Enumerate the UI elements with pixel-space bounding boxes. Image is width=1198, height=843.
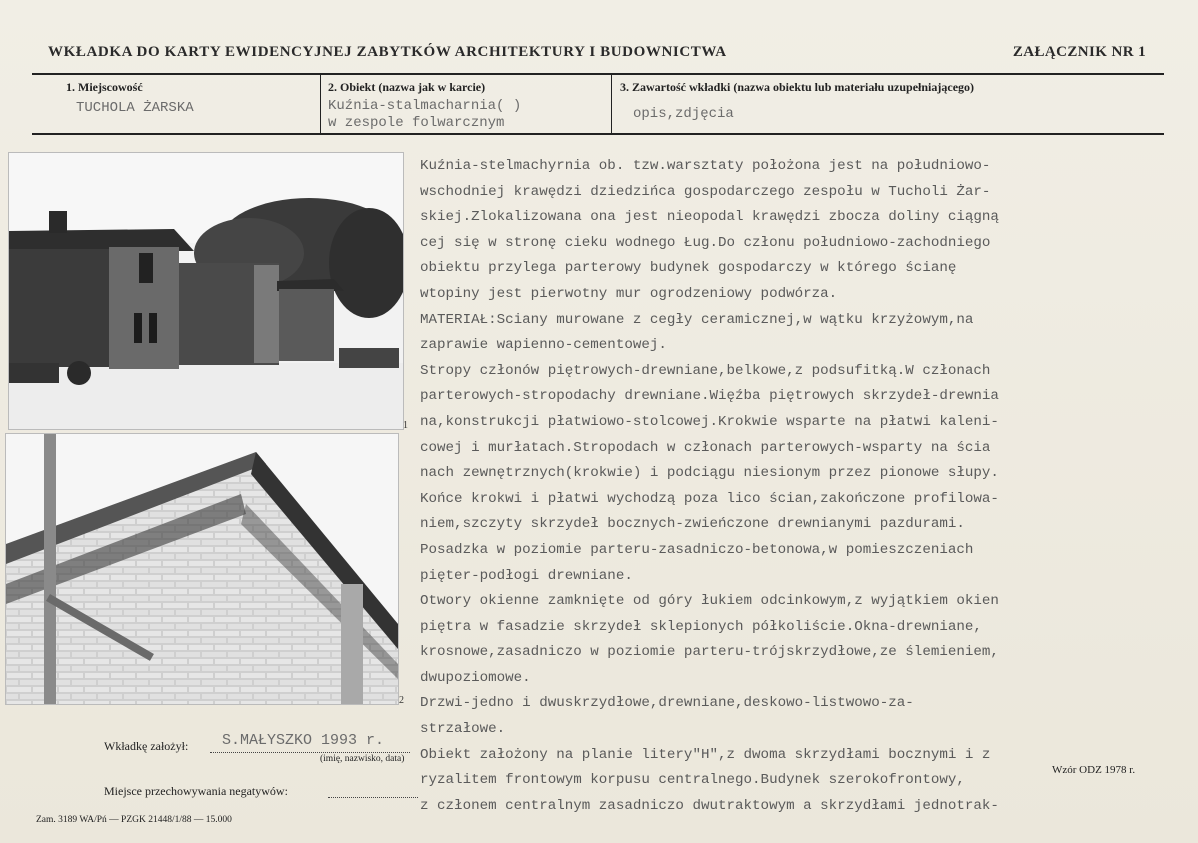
description-line: Otwory okienne zamknięte od góry łukiem odcinkowym,z wyjątkiem okien — [420, 593, 999, 610]
locality-label: 1. Miejscowość — [66, 80, 143, 94]
description-line: wtopiny jest pierwotny mur ogrodzeniowy podwórza. — [420, 285, 838, 302]
content-label: 3. Zawartość wkładki (nazwa obiektu lub materiału uzupełniającego) — [620, 80, 975, 94]
object-value-line1: Kuźnia-stalmacharnia( ) — [328, 98, 522, 114]
description-line: zaprawie wapienno-cementowej. — [420, 337, 667, 354]
description-line: Obiekt założony na planie litery"H",z dwoma skrzydłami bocznymi i z — [420, 746, 991, 763]
description-line: niem,szczyty skrzydeł bocznych-zwieńczone drewnianymi pazdurami. — [420, 516, 965, 533]
bottom-rule — [32, 133, 1164, 135]
annex-number: ZAŁĄCZNIK NR 1 — [1012, 44, 1146, 60]
field-divider-1 — [320, 75, 321, 133]
photo-mark-1: 1 — [403, 420, 408, 431]
farm-buildings-image — [9, 153, 403, 429]
description-line: Posadzka w poziomie parteru-zasadniczo-betonowa,w pomieszczeniach — [420, 541, 974, 558]
object-label: 2. Obiekt (nazwa jak w karcie) — [328, 80, 486, 94]
object-value-line2: w zespole folwarcznym — [328, 115, 505, 131]
description-line: parterowych-stropodachy drewniane.Więźba piętrowych skrzydeł-drewnia — [420, 388, 999, 405]
founder-note: (imię, nazwisko, data) — [320, 754, 405, 764]
description-line: Kuźnia-stelmachyrnia ob. tzw.warsztaty położona jest na południowo- — [420, 158, 991, 174]
card-title: WKŁADKA DO KARTY EWIDENCYJNEJ ZABYTKÓW ARCHITEKTURY I BUDOWNICTWA — [48, 44, 727, 60]
storage-dotted-line — [328, 797, 418, 798]
description-line: skiej.Zlokalizowana ona jest nieopodal krawędzi zbocza doliny ciągną — [420, 209, 999, 226]
photo-brick-cornice — [5, 433, 399, 705]
description-line: dwupoziomowe. — [420, 669, 531, 686]
description-line: pięter-podłogi drewniane. — [420, 567, 633, 584]
description-line: z członem centralnym zasadniczo dwutraktowym a skrzydłami jednotrak- — [420, 797, 999, 814]
description-line: cowej i murłatach.Stropodach w członach parterowych-wsparty na ścia — [420, 439, 991, 456]
top-rule — [32, 73, 1164, 75]
description-line: Końce krokwi i płatwi wychodzą poza lico ścian,zakończone profilowa- — [420, 490, 999, 507]
content-value: opis,zdjęcia — [633, 106, 734, 122]
locality-value: TUCHOLA ŻARSKA — [76, 100, 194, 116]
description-line: wschodniej krawędzi dziedzińca gospodarczego zespołu w Tucholi Żar- — [420, 183, 991, 200]
founder-label: Wkładkę założył: — [104, 739, 189, 753]
description-line: Stropy członów piętrowych-drewniane,belkowe,z podsufitką.W członach — [420, 362, 991, 379]
brick-cornice-image — [6, 434, 398, 704]
description-text — [420, 154, 1120, 819]
description-line: strzałowe. — [420, 721, 506, 738]
founder-value: S.MAŁYSZKO 1993 r. — [222, 732, 385, 749]
description-line: Drzwi-jedno i dwuskrzydłowe,drewniane,deskowo-listwowo-za- — [420, 695, 914, 712]
model-note: Wzór ODZ 1978 r. — [1052, 764, 1136, 776]
description-line: ryzalitem frontowym korpusu centralnego.Budynek szerokofrontowy, — [420, 772, 965, 789]
order-note: Zam. 3189 WA/Pń — PZGK 21448/1/88 — 15.000 — [36, 815, 232, 825]
founder-dotted-line — [210, 752, 410, 753]
field-divider-2 — [611, 75, 612, 133]
description-line: cej się w stronę cieku wodnego Ług.Do członu południowo-zachodniego — [420, 234, 991, 251]
description-line: nach zewnętrznych(krokwie) i podciągu niesionym przez pionowe słupy. — [420, 465, 999, 482]
description-line: obiektu przylega parterowy budynek gospodarczy w którego ścianę — [420, 260, 957, 277]
storage-label: Miejsce przechowywania negatywów: — [104, 784, 288, 798]
description-line: na,konstrukcji płatwiowo-stolcowej.Krokwie wsparte na płatwi kaleni- — [420, 413, 999, 430]
description-line: MATERIAŁ:Sciany murowane z cegły ceramicznej,w wątku krzyżowym,na — [420, 311, 974, 328]
photo-mark-2: 2 — [399, 695, 404, 706]
description-line: piętra w fasadzie skrzydeł sklepionych półkoliście.Okna-drewniane, — [420, 618, 982, 635]
description-line: krosnowe,zasadniczo w poziomie parteru-trójskrzydłowe,ze ślemieniem, — [420, 644, 999, 661]
photo-farm-buildings — [8, 152, 404, 430]
